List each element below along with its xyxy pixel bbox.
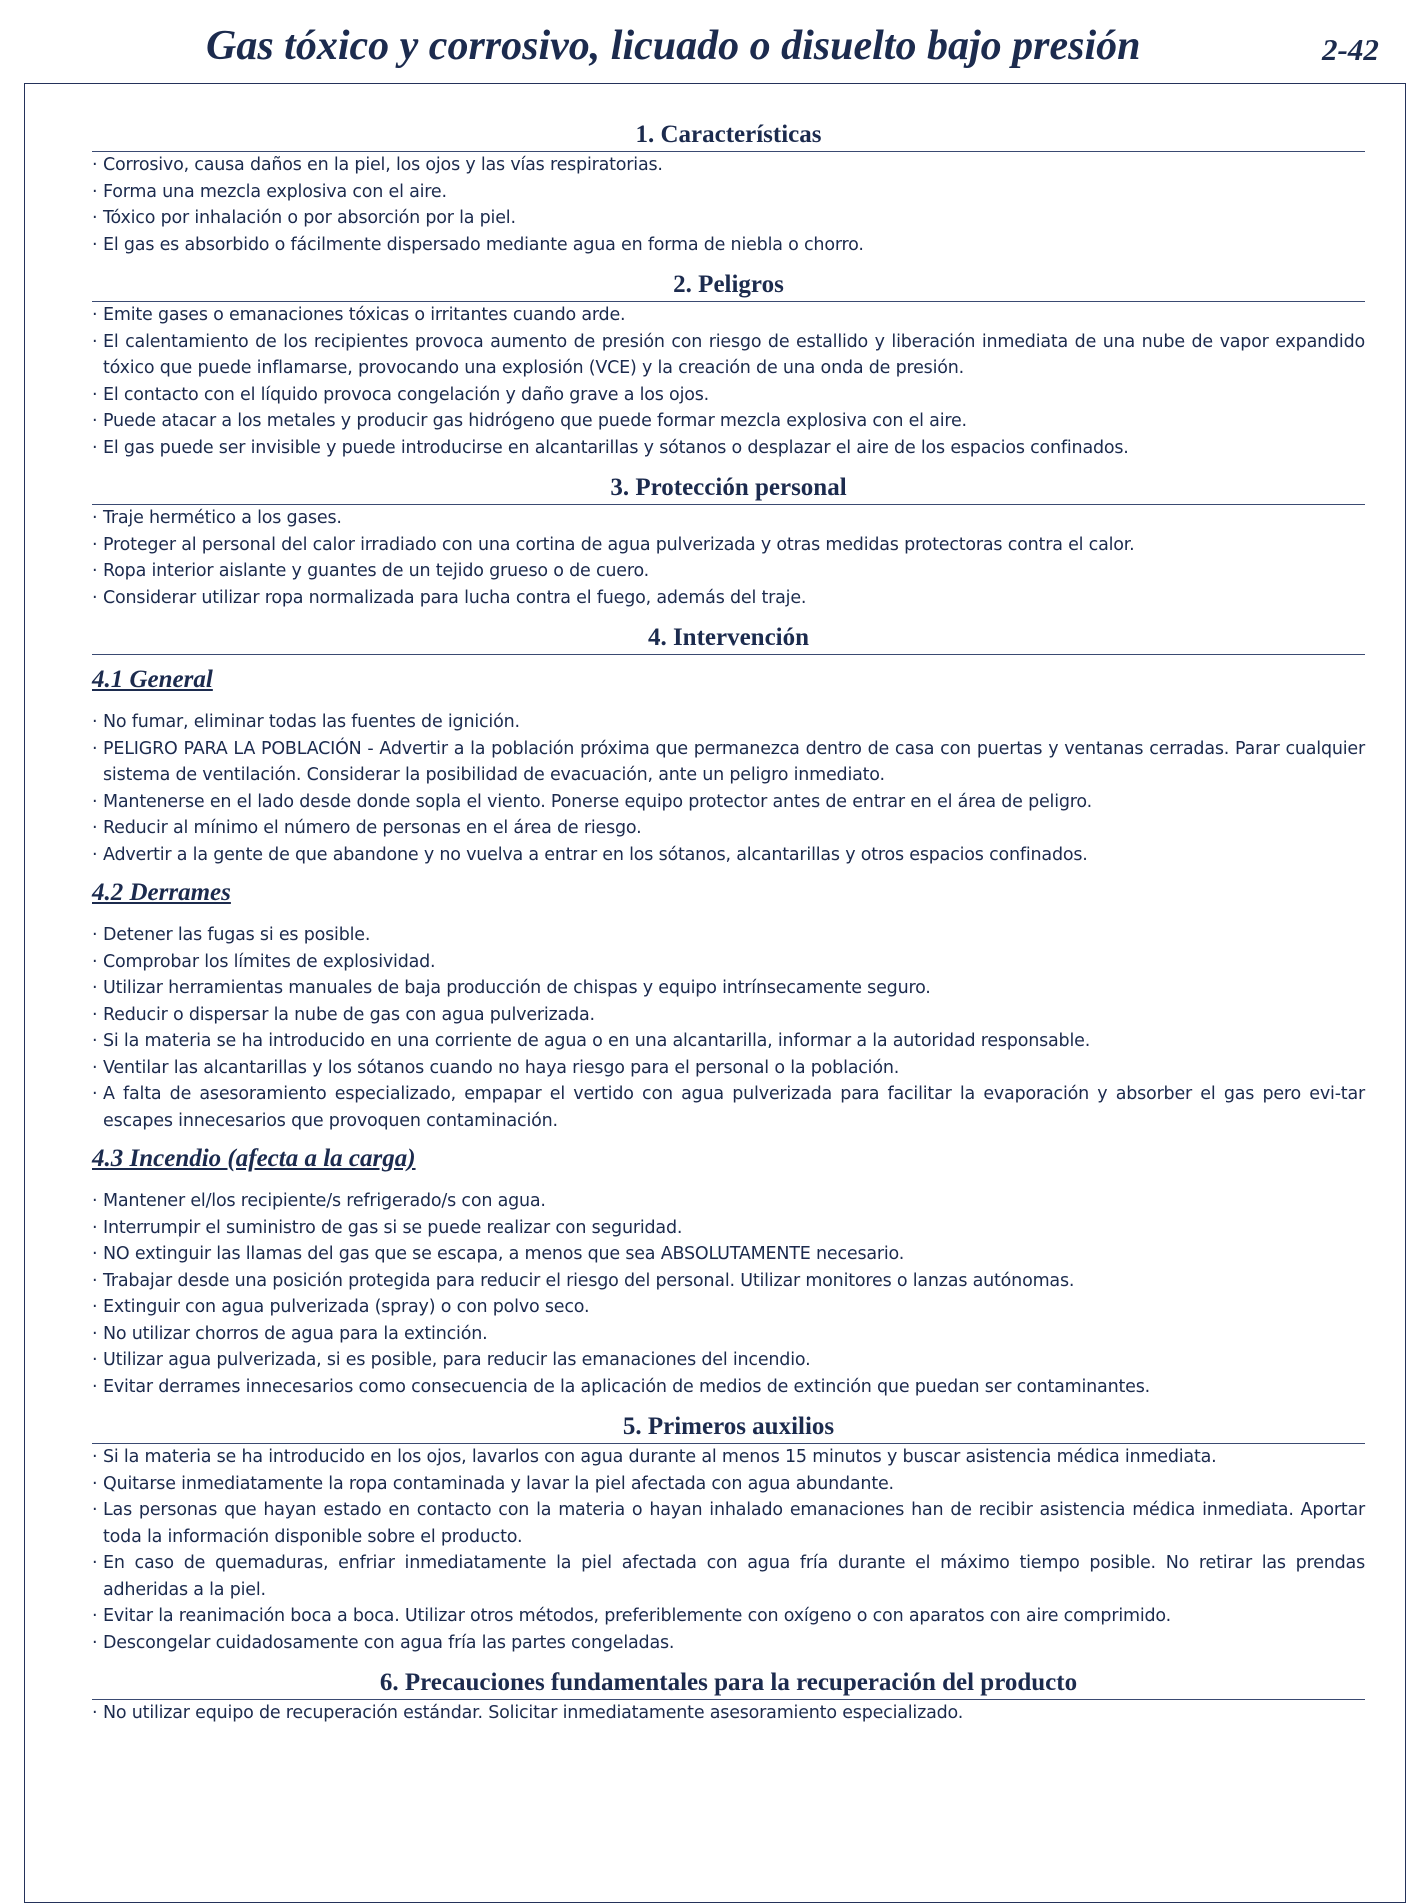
section-peligros <box>92 270 1365 461</box>
list-item: · Evitar la reanimación boca a boca. Utilizar otros métodos, preferiblemente con oxígeno o con aparatos con aire comprimido. <box>92 1603 1365 1630</box>
list-item: · Puede atacar a los metales y producir gas hidrógeno que puede formar mezcla explosiva con el aire. <box>92 408 1365 435</box>
list-item: · Reducir al mínimo el número de personas en el área de riesgo. <box>92 815 1365 842</box>
section-title: 5. Primeros auxilios <box>92 1412 1365 1444</box>
list-item: · Detener las fugas si es posible. <box>92 922 1365 949</box>
subsection-general <box>92 665 1365 868</box>
list-item: · No fumar, eliminar todas las fuentes de ignición. <box>92 709 1365 736</box>
subsection-derrames <box>92 878 1365 1134</box>
section-proteccion-personal <box>92 473 1365 611</box>
list-item: · Mantener el/los recipiente/s refrigerado/s con agua. <box>92 1188 1365 1215</box>
section-title: 1. Características <box>92 120 1365 152</box>
list-item: · El contacto con el líquido provoca congelación y daño grave a los ojos. <box>92 382 1365 409</box>
list-item: · Utilizar agua pulverizada, si es posible, para reducir las emanaciones del incendio. <box>92 1347 1365 1374</box>
list-item: · Advertir a la gente de que abandone y no vuelva a entrar en los sótanos, alcantarillas y otros espacios confinados. <box>92 842 1365 869</box>
section-title: 6. Precauciones fundamentales para la recuperación del producto <box>92 1668 1365 1700</box>
section-title: 4. Intervención <box>92 623 1365 655</box>
list-item: · Trabajar desde una posición protegida para reducir el riesgo del personal. Utilizar monitores o lanzas autónomas. <box>92 1268 1365 1295</box>
list-item: · Proteger al personal del calor irradiado con una cortina de agua pulverizada y otras medidas protectoras contra el calor. <box>92 532 1365 559</box>
section-caracteristicas <box>92 120 1365 258</box>
list-item: · NO extinguir las llamas del gas que se escapa, a menos que sea ABSOLUTAMENTE necesario. <box>92 1241 1365 1268</box>
section-precauciones-recuperacion <box>92 1668 1365 1727</box>
list-item: · Considerar utilizar ropa normalizada para lucha contra el fuego, además del traje. <box>92 585 1365 612</box>
list-item: · Comprobar los límites de explosividad. <box>92 949 1365 976</box>
bullet-list <box>92 152 1365 258</box>
list-item: · El gas es absorbido o fácilmente dispersado mediante agua en forma de niebla o chorro. <box>92 232 1365 259</box>
list-item: · Las personas que hayan estado en contacto con la materia o hayan inhalado emanaciones han de recibir asistencia médica inmediata. Aportar toda la información disponible sobre el producto. <box>92 1497 1365 1550</box>
list-item: · Utilizar herramientas manuales de baja producción de chispas y equipo intrínsecamente seguro. <box>92 975 1365 1002</box>
list-item: · Ventilar las alcantarillas y los sótanos cuando no haya riesgo para el personal o la población. <box>92 1055 1365 1082</box>
list-item: · Mantenerse en el lado desde donde sopla el viento. Ponerse equipo protector antes de entrar en el área de peligro. <box>92 789 1365 816</box>
bullet-list <box>92 1188 1365 1400</box>
page-title: Gas tóxico y corrosivo, licuado o disuelto bajo presión <box>206 23 1141 69</box>
list-item: · No utilizar chorros de agua para la extinción. <box>92 1321 1365 1348</box>
list-item: · Quitarse inmediatamente la ropa contaminada y lavar la piel afectada con agua abundante. <box>92 1471 1365 1498</box>
list-item: · Corrosivo, causa daños en la piel, los ojos y las vías respiratorias. <box>92 152 1365 179</box>
subsection-title: 4.2 Derrames <box>92 879 231 906</box>
list-item: · Si la materia se ha introducido en los ojos, lavarlos con agua durante al menos 15 minutos y buscar asistencia médica inmediata. <box>92 1444 1365 1471</box>
list-item: · El gas puede ser invisible y puede introducirse en alcantarillas y sótanos o desplazar el aire de los espacios confinados. <box>92 435 1365 462</box>
bullet-list <box>92 505 1365 611</box>
list-item: · En caso de quemaduras, enfriar inmediatamente la piel afectada con agua fría durante el máximo tiempo posible. No retirar las prendas adheridas a la piel. <box>92 1550 1365 1603</box>
section-intervencion <box>92 623 1365 1400</box>
list-item: · Reducir o dispersar la nube de gas con agua pulverizada. <box>92 1002 1365 1029</box>
list-item: · Emite gases o emanaciones tóxicas o irritantes cuando arde. <box>92 302 1365 329</box>
subsection-incendio <box>92 1144 1365 1400</box>
list-item: · No utilizar equipo de recuperación estándar. Solicitar inmediatamente asesoramiento especializado. <box>92 1700 1365 1727</box>
document-content <box>92 112 1365 1727</box>
list-item: · Interrumpir el suministro de gas si se puede realizar con seguridad. <box>92 1215 1365 1242</box>
list-item: · El calentamiento de los recipientes provoca aumento de presión con riesgo de estallido y liberación inmediata de una nube de vapor expandido tóxico que puede inflamarse, provocando una explosión (VCE) y la creación de una onda de presión. <box>92 329 1365 382</box>
section-title: 3. Protección personal <box>92 473 1365 505</box>
subsection-title: 4.1 General <box>92 666 213 693</box>
list-item: · A falta de asesoramiento especializado, empapar el vertido con agua pulverizada para facilitar la evaporación y absorber el gas pero evi-tar escapes innecesarios que provoquen contaminación. <box>92 1081 1365 1134</box>
list-item: · Extinguir con agua pulverizada (spray) o con polvo seco. <box>92 1294 1365 1321</box>
list-item: · Traje hermético a los gases. <box>92 505 1365 532</box>
bullet-list <box>92 922 1365 1134</box>
bullet-list <box>92 709 1365 868</box>
list-item: · Tóxico por inhalación o por absorción por la piel. <box>92 205 1365 232</box>
list-item: · Ropa interior aislante y guantes de un tejido grueso o de cuero. <box>92 558 1365 585</box>
list-item: · Evitar derrames innecesarios como consecuencia de la aplicación de medios de extinción que puedan ser contaminantes. <box>92 1374 1365 1401</box>
subsection-title: 4.3 Incendio (afecta a la carga) <box>92 1145 416 1172</box>
bullet-list <box>92 302 1365 461</box>
section-primeros-auxilios <box>92 1412 1365 1656</box>
list-item: · Forma una mezcla explosiva con el aire. <box>92 179 1365 206</box>
bullet-list <box>92 1700 1365 1727</box>
list-item: · PELIGRO PARA LA POBLACIÓN - Advertir a la población próxima que permanezca dentro de casa con puertas y ventanas cerradas. Parar cualquier sistema de ventilación. Considerar la posibilidad de evacuación, ante un peligro inmediato. <box>92 736 1365 789</box>
list-item: · Descongelar cuidadosamente con agua fría las partes congeladas. <box>92 1630 1365 1657</box>
bullet-list <box>92 1444 1365 1656</box>
section-title: 2. Peligros <box>92 270 1365 302</box>
page-number: 2-42 <box>1322 32 1379 67</box>
list-item: · Si la materia se ha introducido en una corriente de agua o en una alcantarilla, informar a la autoridad responsable. <box>92 1028 1365 1055</box>
